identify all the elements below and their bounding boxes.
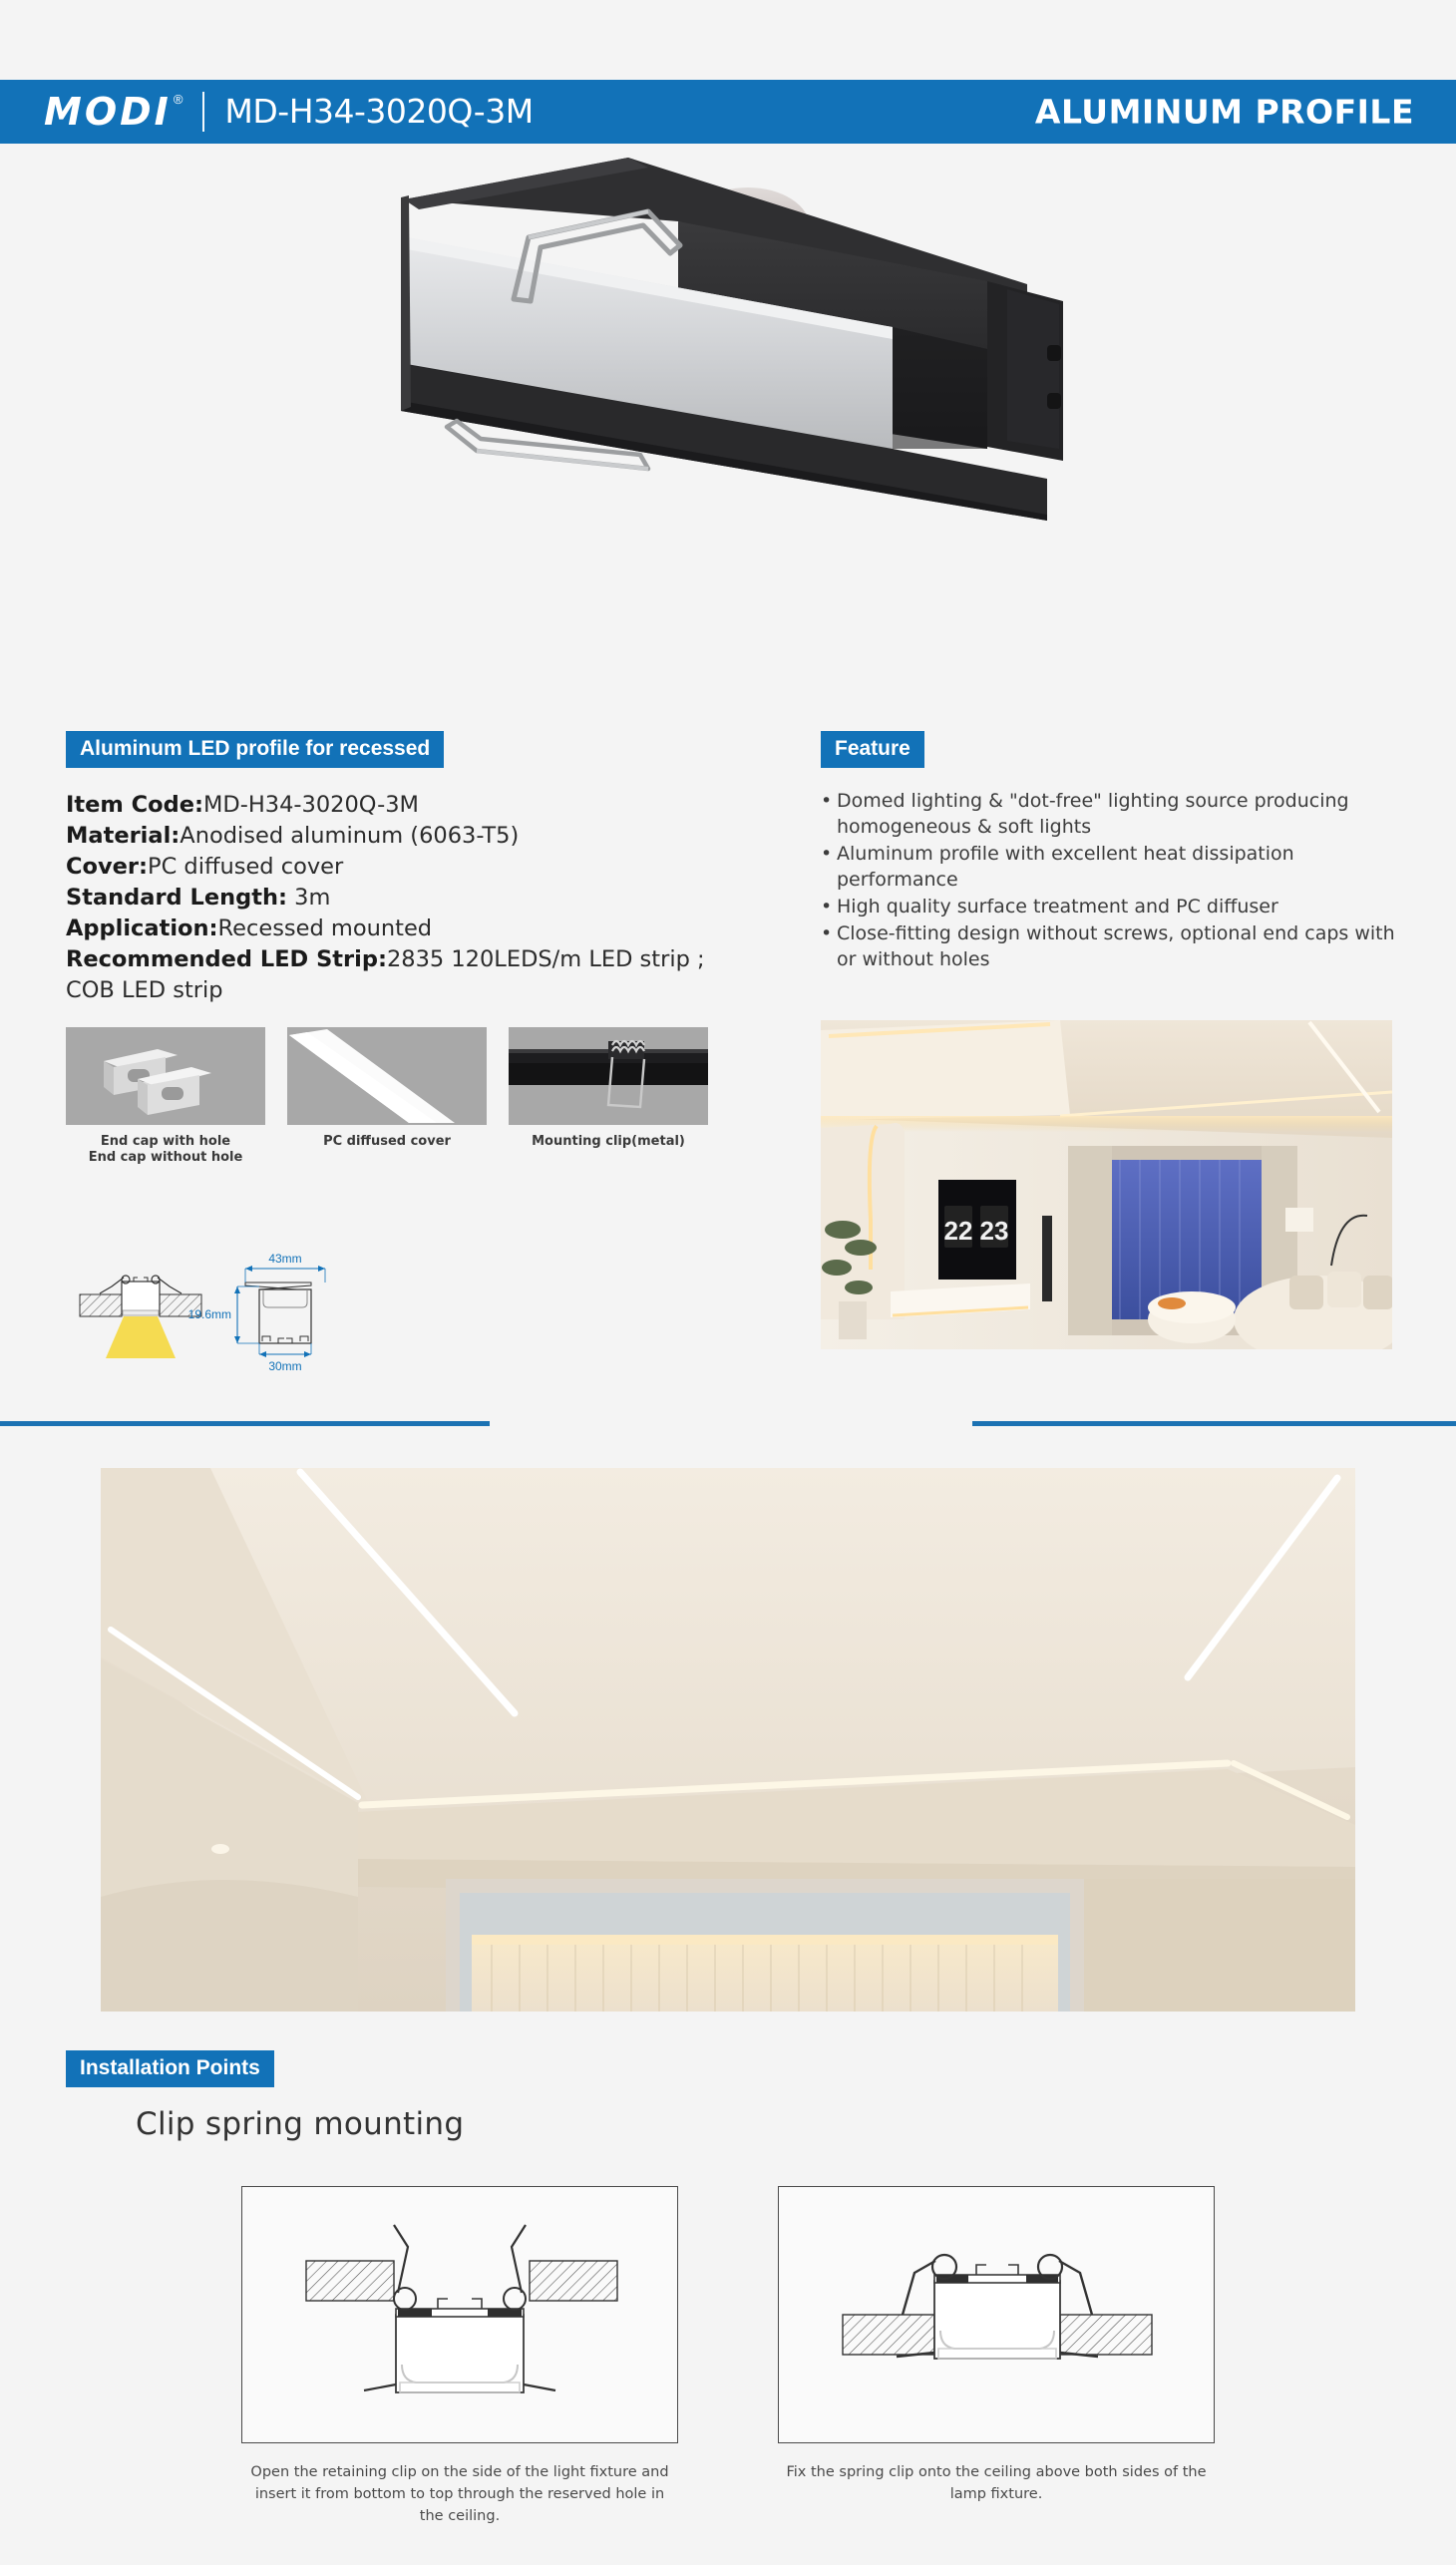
hero-product-image [0, 150, 1456, 668]
ceiling-installation-photo [101, 1468, 1355, 2012]
spec-row-application [66, 914, 764, 944]
feature-item: • Close-fitting design without screws, optional end caps with or without holes [821, 920, 1399, 972]
brand-logo [44, 92, 182, 132]
product-category-title: ALUMINUM PROFILE [1034, 92, 1414, 132]
model-code: MD-H34-3020Q-3M [224, 92, 534, 131]
feature-section [821, 731, 1399, 973]
feature-item: • High quality surface treatment and PC diffuser [821, 894, 1399, 919]
specification-section [66, 731, 764, 1006]
accessory-mounting-clip [509, 1027, 708, 1166]
spec-label: Cover: [66, 854, 148, 881]
spec-badge: Aluminum LED profile for recessed [66, 731, 444, 768]
application-room-photo [821, 1020, 1392, 1349]
end-cap-pair-photo [66, 1027, 265, 1125]
feature-list [821, 788, 1399, 972]
insert-profile-through-ceiling-hole-diagram [241, 2186, 678, 2443]
dimensioned-section-diagram [188, 1252, 325, 1373]
accessory-caption [287, 1134, 487, 1150]
dimension-diagram-group [60, 1247, 479, 1386]
brand-name: MODI [44, 90, 172, 134]
spec-value: Recessed mounted [217, 916, 433, 942]
installation-title: Clip spring mounting [136, 2106, 465, 2142]
spec-row-cover [66, 852, 764, 883]
divider-line-right [972, 1421, 1456, 1426]
feature-item: • Aluminum profile with excellent heat dissipation performance [821, 841, 1399, 893]
installation-step-caption: Fix the spring clip onto the ceiling above both sides of the lamp fixture. [786, 2464, 1207, 2502]
dim-width-top-label: 43mm [268, 1252, 302, 1266]
installation-badge: Installation Points [66, 2050, 274, 2087]
spec-label: Recommended LED Strip: [66, 946, 387, 973]
page-header [0, 80, 1456, 144]
spec-value: PC diffused cover [148, 854, 344, 881]
tv-digit-right: 23 [979, 1216, 1009, 1246]
accessory-caption [509, 1134, 708, 1150]
feature-item: • Domed lighting & "dot-free" lighting source producing homogeneous & soft lights [821, 788, 1399, 840]
spec-row-recommended-led-strip-cont [66, 975, 764, 1006]
accessory-caption-line1: Mounting clip(metal) [532, 1134, 685, 1149]
divider-line-left [0, 1421, 490, 1426]
spring-clip-fixed-onto-ceiling-diagram [778, 2186, 1215, 2443]
spec-label: Application: [66, 916, 218, 942]
accessory-caption [66, 1134, 265, 1166]
spec-row-standard-length [66, 883, 764, 914]
accessory-thumbnail-row [66, 1027, 764, 1166]
spec-value: 3m [286, 885, 331, 912]
registered-trademark-icon: ® [173, 92, 183, 107]
mounting-clip-photo [509, 1027, 708, 1125]
tv-digit-left: 22 [943, 1216, 973, 1246]
dim-height-label: 19.6mm [187, 1307, 231, 1321]
spec-value: 2835 120LEDS/m LED strip ; [386, 946, 705, 973]
spec-value: MD-H34-3020Q-3M [203, 792, 419, 819]
spec-row-recommended-led-strip [66, 944, 764, 975]
accessory-caption-line2: End cap without hole [88, 1150, 243, 1165]
mounted-cross-section-diagram [80, 1276, 201, 1358]
dim-width-bottom-label: 30mm [268, 1359, 302, 1373]
spec-label: Material: [66, 823, 181, 850]
installation-step-caption: Open the retaining clip on the side of the light fixture and insert it from bottom to top through the reserved hole in the ceiling. [250, 2464, 669, 2524]
spec-value: Anodised aluminum (6063-T5) [180, 823, 520, 850]
spec-label: Standard Length: [66, 885, 287, 912]
installation-step-1 [241, 2186, 678, 2527]
feature-badge: Feature [821, 731, 924, 768]
accessory-pc-cover [287, 1027, 487, 1166]
accessory-caption-line1: End cap with hole [100, 1134, 231, 1149]
spec-value: COB LED strip [66, 977, 223, 1004]
spec-list [66, 790, 764, 1006]
accessory-caption-line1: PC diffused cover [323, 1134, 451, 1149]
header-divider [202, 92, 204, 132]
installation-step-2 [778, 2186, 1215, 2505]
spec-row-material [66, 821, 764, 852]
spec-row-item-code [66, 790, 764, 821]
spec-label: Item Code: [66, 792, 203, 819]
accessory-end-cap [66, 1027, 265, 1166]
pc-diffused-cover-photo [287, 1027, 487, 1125]
